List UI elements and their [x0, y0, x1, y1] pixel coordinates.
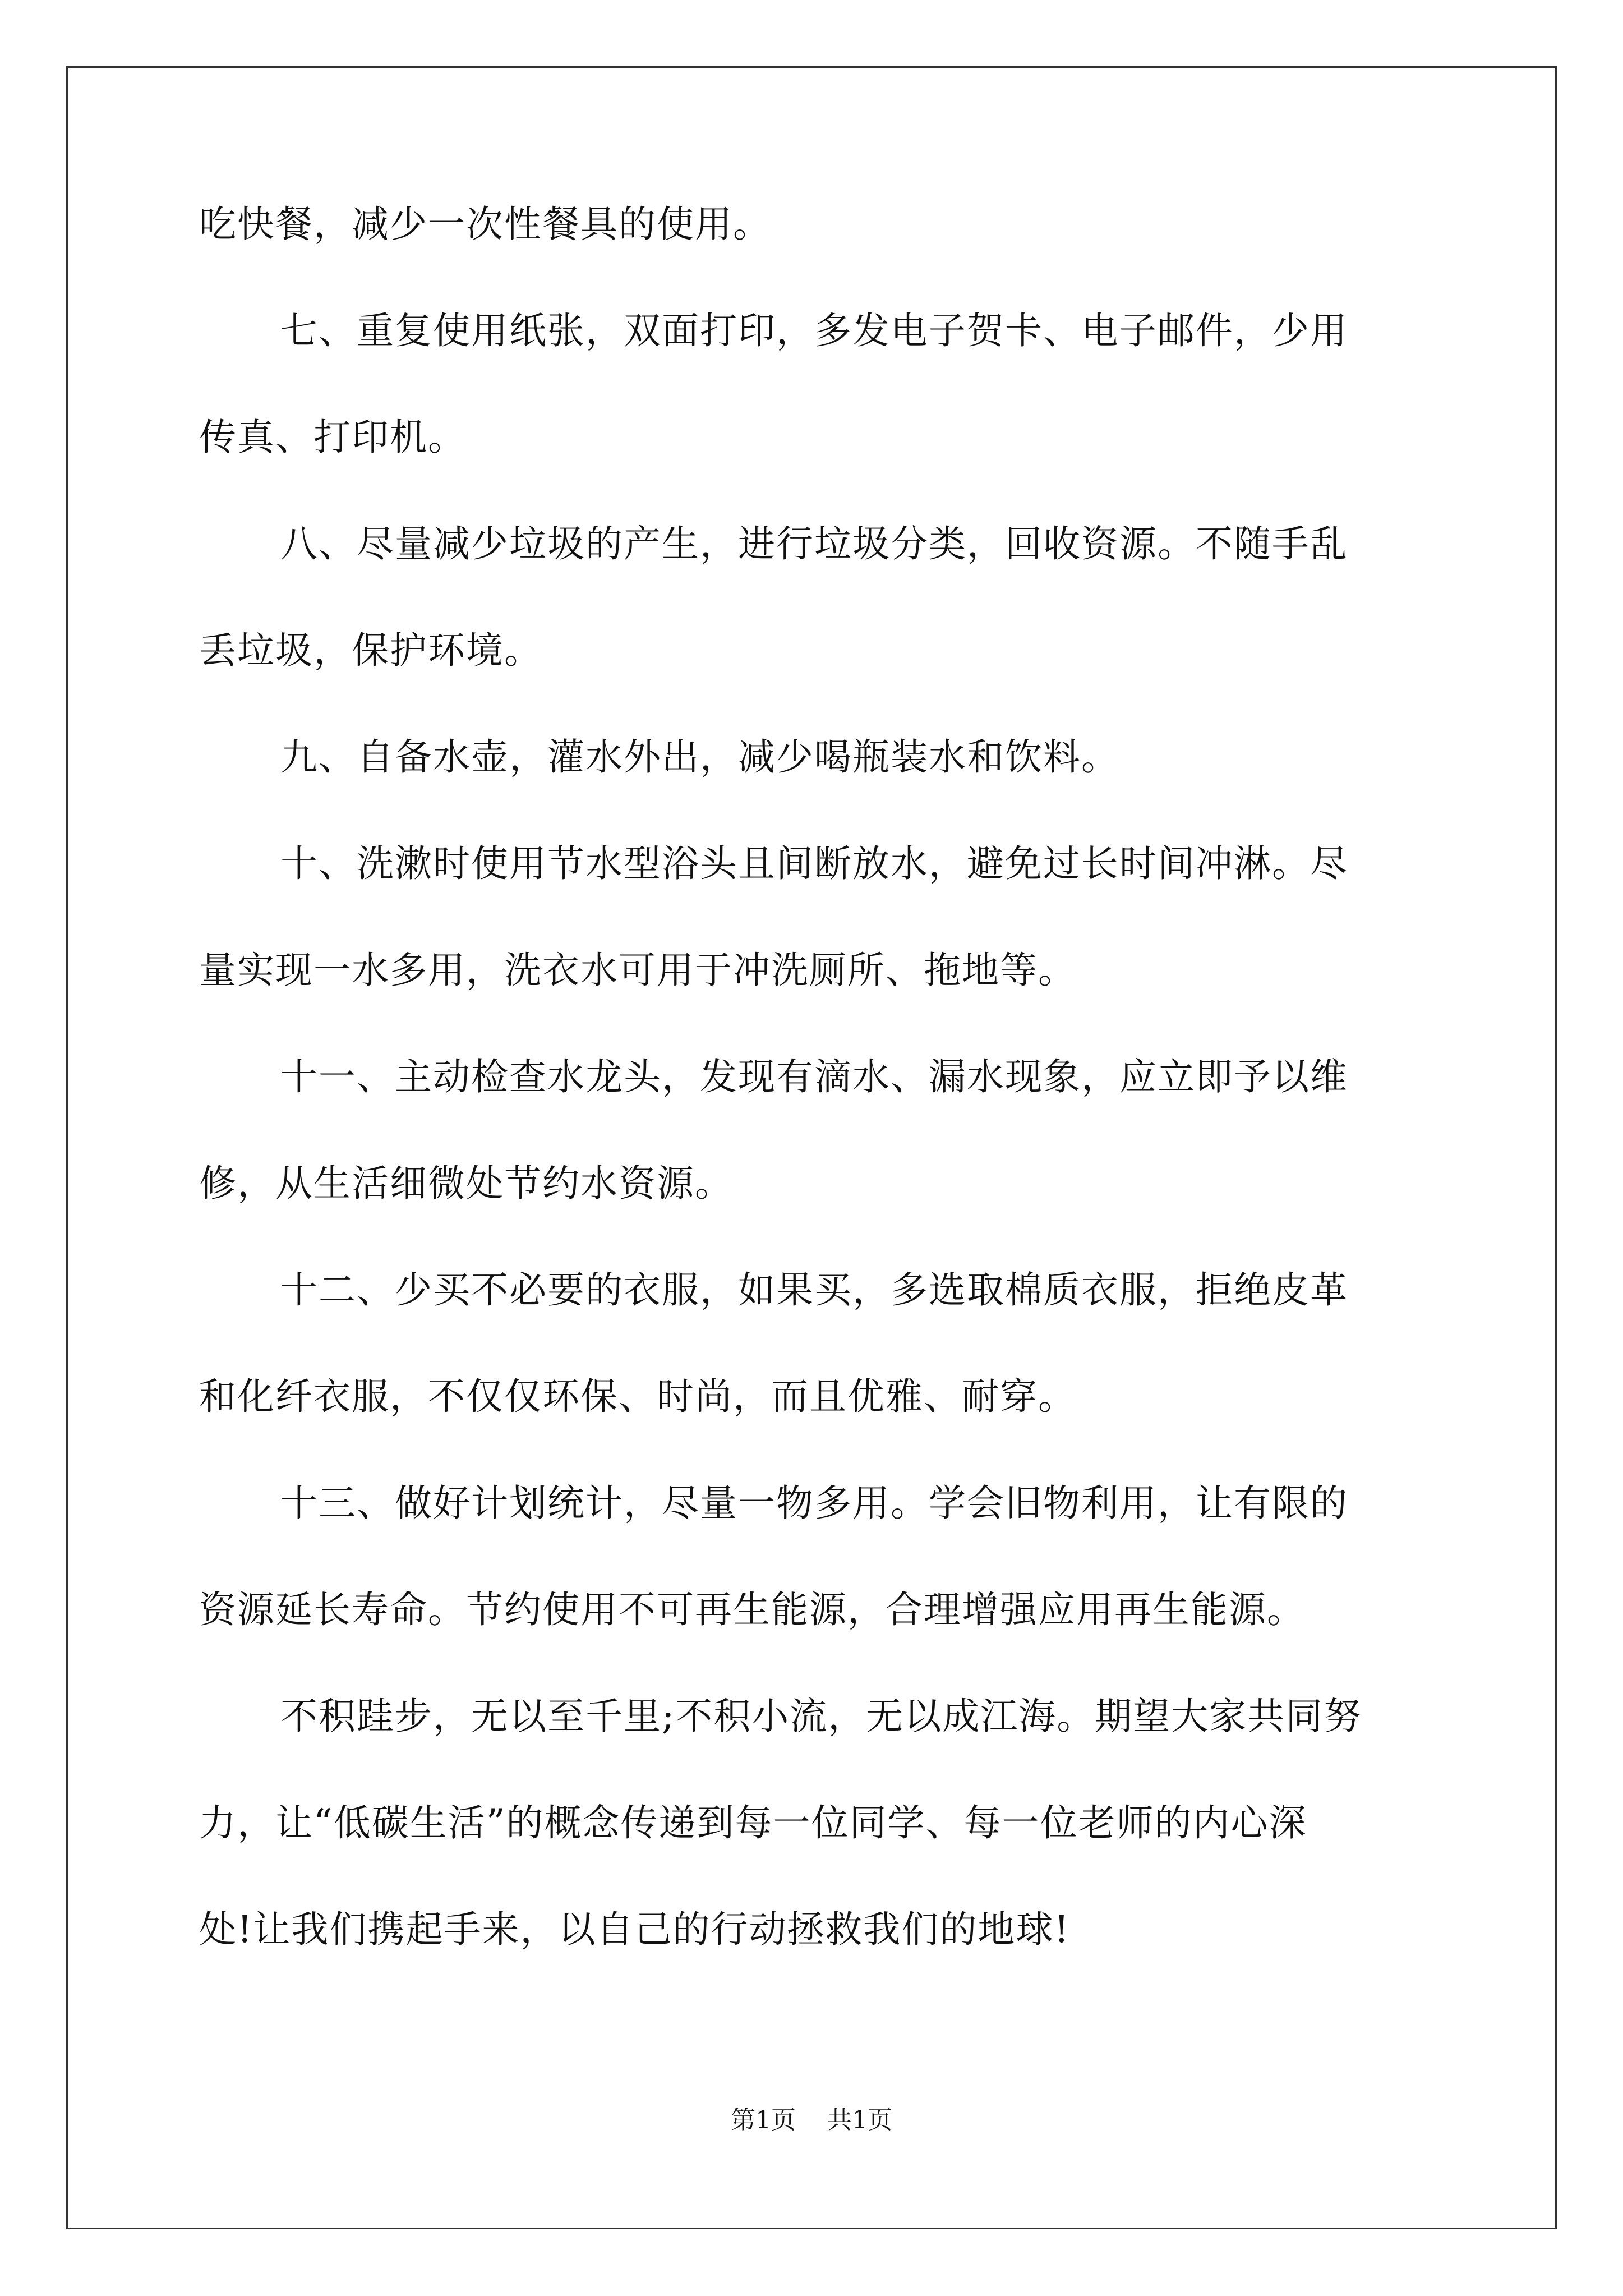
closing-paragraph-line-2: 力，让“低碳生活”的概念传递到每一位同学、每一位老师的内心深	[199, 1801, 1307, 1844]
paragraph-13-line-2: 资源延长寿命。节约使用不可再生能源，合理增强应用再生能源。	[199, 1588, 1305, 1631]
paragraph-7-line-1: 七、重复使用纸张，双面打印，多发电子贺卡、电子邮件，少用	[280, 309, 1348, 352]
text-line: 吃快餐，减少一次性餐具的使用。	[199, 203, 771, 246]
paragraph-9-line-1: 九、自备水壶，灌水外出，减少喝瓶装水和饮料。	[280, 735, 1119, 779]
footer-spacer	[796, 2106, 827, 2134]
paragraph-12-line-2: 和化纤衣服，不仅仅环保、时尚，而且优雅、耐穿。	[199, 1375, 1076, 1418]
paragraph-8-line-1: 八、尽量减少垃圾的产生，进行垃圾分类，回收资源。不随手乱	[280, 522, 1348, 565]
page-total: 共1页	[827, 2106, 892, 2134]
paragraph-8-line-2: 丢垃圾，保护环境。	[199, 629, 542, 672]
paragraph-13-line-1: 十三、做好计划统计，尽量一物多用。学会旧物利用，让有限的	[280, 1481, 1348, 1525]
paragraph-7-line-2: 传真、打印机。	[199, 416, 466, 459]
closing-paragraph-line-3: 处!让我们携起手来，以自己的行动拯救我们的地球!	[199, 1908, 1071, 1951]
paragraph-12-line-1: 十二、少买不必要的衣服，如果买，多选取棉质衣服，拒绝皮革	[280, 1268, 1348, 1312]
paragraph-11-line-2: 修，从生活细微处节约水资源。	[199, 1162, 733, 1205]
page-border	[66, 66, 1557, 2229]
paragraph-10-line-1: 十、洗漱时使用节水型浴头且间断放水，避免过长时间冲淋。尽	[280, 842, 1348, 885]
page-footer	[0, 2105, 1623, 2136]
paragraph-10-line-2: 量实现一水多用，洗衣水可用于冲洗厕所、拖地等。	[199, 949, 1076, 992]
page-number: 第1页	[731, 2106, 796, 2134]
closing-paragraph-line-1: 不积跬步，无以至千里;不积小流，无以成江海。期望大家共同努	[280, 1695, 1362, 1738]
paragraph-11-line-1: 十一、主动检查水龙头，发现有滴水、漏水现象，应立即予以维	[280, 1055, 1348, 1098]
